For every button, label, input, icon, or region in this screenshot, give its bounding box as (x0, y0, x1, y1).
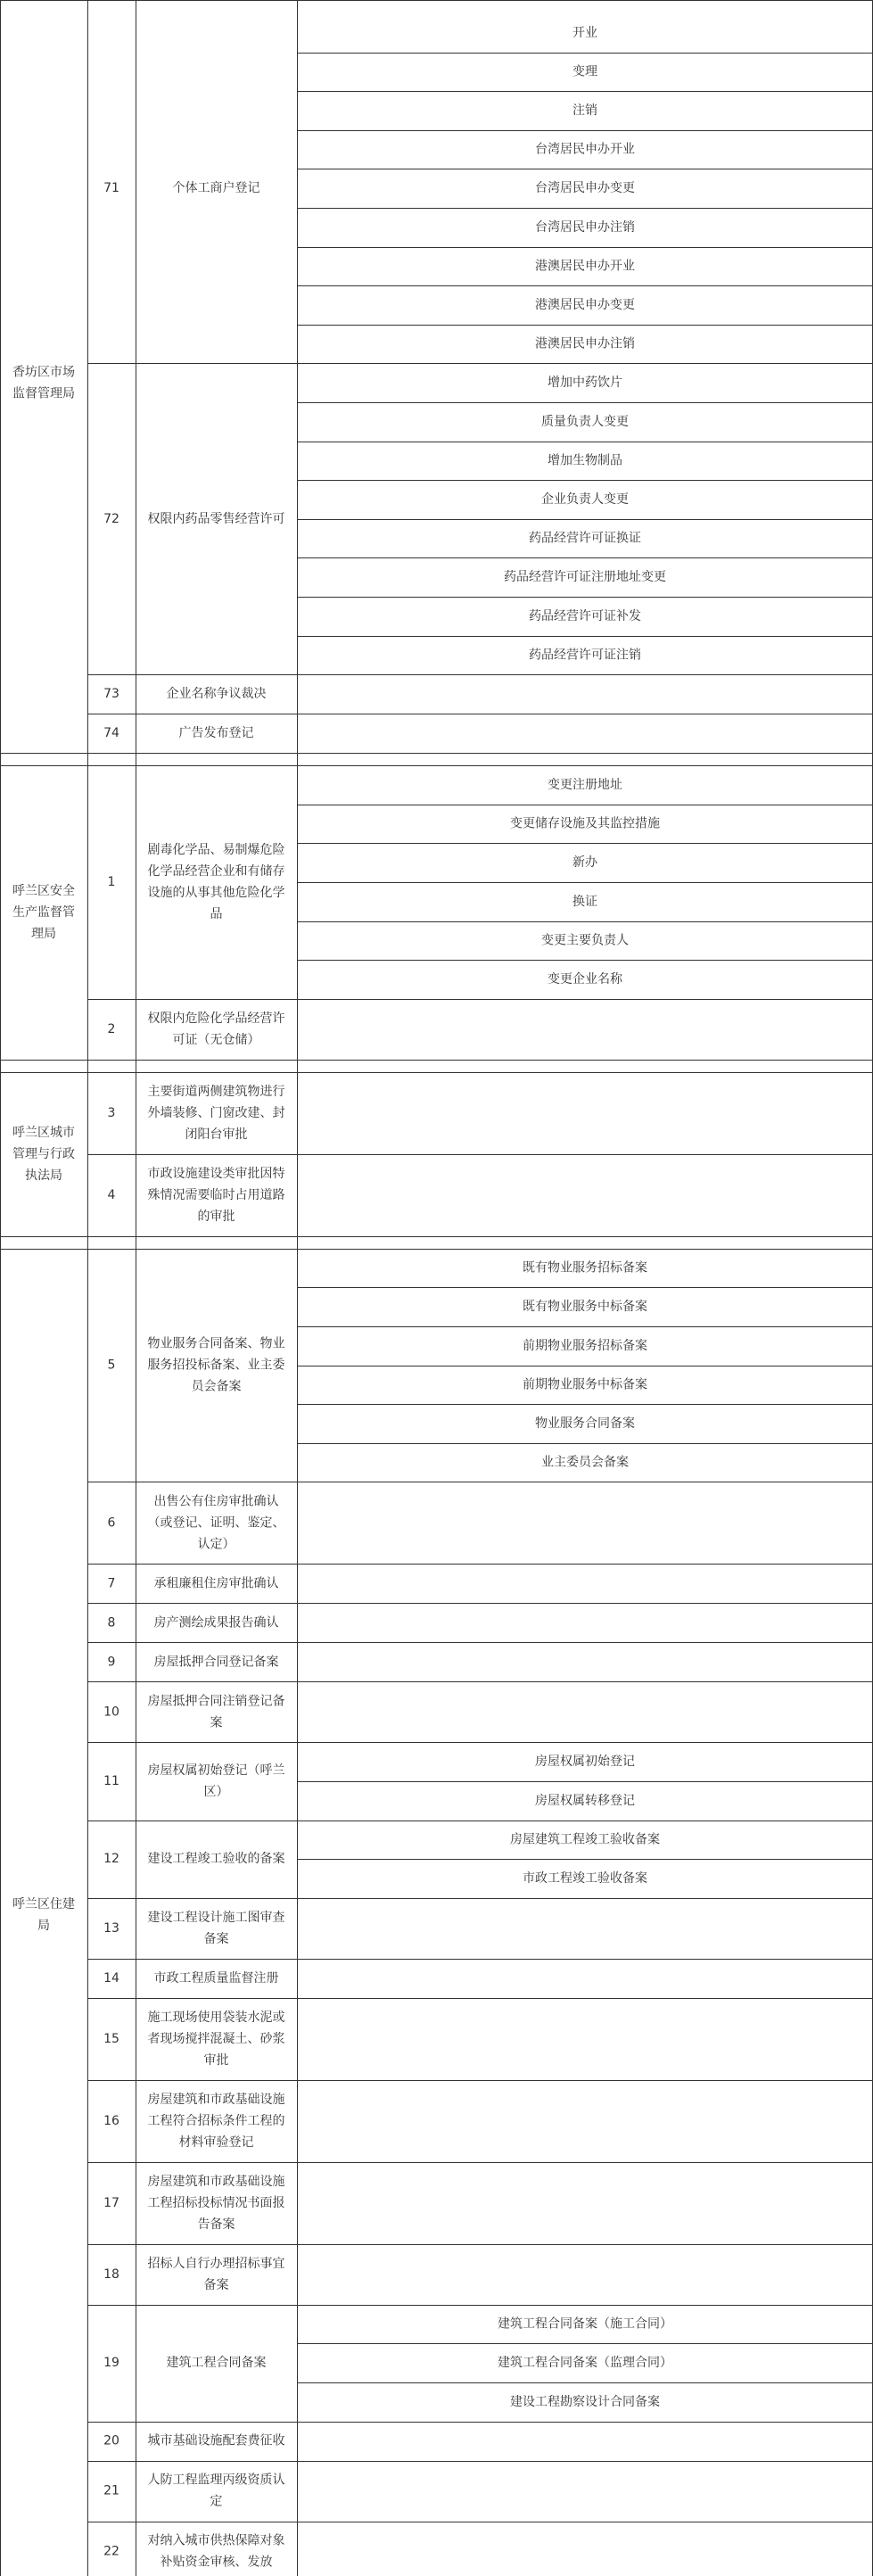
item-name: 审批 (203, 2052, 229, 2068)
item-number: 4 (107, 1187, 116, 1202)
item-name: 材料审验登记 (178, 2134, 254, 2150)
sub-item-label: 企业负责人变更 (541, 492, 629, 507)
item-name: 者现场搅拌混凝土、砂浆 (147, 2031, 285, 2046)
item-name: 房产测绘成果报告确认 (153, 1615, 279, 1631)
sub-item-label: 港澳居民申办注销 (535, 336, 635, 351)
item-name: 权限内危险化学品经营许 (147, 1011, 285, 1026)
item-name: 案 (210, 1715, 223, 1730)
item-number: 16 (103, 2113, 119, 2128)
item-number: 14 (103, 1970, 119, 1986)
item-number: 9 (107, 1655, 116, 1670)
item-name: 房屋建筑和市政基础设施 (147, 2092, 285, 2107)
item-name: 补贴资金审核、发放 (160, 2555, 273, 2570)
item-name: 主要街道两侧建筑物进行 (147, 1084, 285, 1099)
item-name: 建设工程竣工验收的备案 (147, 1852, 285, 1867)
item-number: 72 (103, 511, 119, 526)
sub-item-label: 台湾居民申办注销 (535, 219, 635, 235)
item-number: 8 (107, 1615, 116, 1631)
item-number: 73 (103, 687, 119, 702)
item-name: 市政工程质量监督注册 (153, 1970, 279, 1986)
item-name: 设施的从事其他危险化学 (147, 886, 285, 900)
item-name: 企业名称争议裁决 (166, 687, 267, 702)
item-number: 22 (103, 2544, 119, 2559)
item-name: 工程招标投标情况书面报 (147, 2195, 285, 2210)
item-number: 5 (107, 1358, 116, 1373)
department-name: 理局 (31, 927, 56, 941)
sub-item-label: 变更注册地址 (548, 778, 622, 792)
item-number: 12 (103, 1852, 119, 1867)
item-name: 剧毒化学品、易制爆危险 (147, 843, 285, 857)
sub-item-label: 港澳居民申办变更 (535, 298, 635, 312)
sub-item-label: 变理 (572, 64, 597, 79)
department-name: 呼兰区安全 (12, 884, 75, 898)
sub-item-label: 既有物业服务中标备案 (523, 1300, 647, 1315)
sub-item-label: 既有物业服务招标备案 (523, 1260, 647, 1276)
item-name: 的审批 (197, 1209, 235, 1224)
department-name: 监督管理局 (12, 386, 75, 401)
item-number: 21 (103, 2483, 119, 2498)
sub-item-label: 业主委员会备案 (541, 1455, 629, 1470)
item-name: 工程符合招标条件工程的 (147, 2113, 285, 2128)
item-name: 可证（无仓储） (172, 1032, 260, 1047)
department-name: 生产监督管 (12, 905, 75, 920)
item-name: 定 (210, 2494, 223, 2509)
item-name: 认定） (197, 1537, 235, 1552)
item-name: 出售公有住房审批确认 (153, 1494, 279, 1509)
item-name: 城市基础设施配套费征收 (147, 2433, 285, 2448)
item-number: 6 (107, 1515, 116, 1531)
item-number: 17 (103, 2195, 119, 2210)
item-number: 13 (103, 1920, 119, 1936)
sub-item-label: 台湾居民申办开业 (535, 142, 635, 157)
item-name: 物业服务合同备案、物业 (147, 1336, 285, 1351)
sub-item-label: 市政工程竣工验收备案 (523, 1871, 647, 1886)
item-name: 备案 (203, 2277, 229, 2292)
item-name: 房屋建筑和市政基础设施 (147, 2174, 285, 2189)
item-name: 对纳入城市供热保障对象 (147, 2533, 285, 2548)
table-text (12, 26, 672, 2570)
item-name: 殊情况需要临时占用道路 (147, 1187, 285, 1202)
item-number: 1 (107, 875, 116, 889)
item-name: 市政设施建设类审批因特 (147, 1166, 285, 1181)
item-name: 化学品经营企业和有储存 (147, 864, 285, 879)
item-number: 18 (103, 2266, 119, 2282)
sub-item-label: 变更企业名称 (548, 972, 622, 987)
item-name: 施工现场使用袋装水泥或 (147, 2010, 285, 2025)
sub-item-label: 药品经营许可证补发 (529, 608, 641, 623)
item-name: 房屋抵押合同注销登记备 (147, 1694, 285, 1709)
item-number: 15 (103, 2031, 119, 2046)
item-number: 74 (103, 726, 119, 741)
item-name: 权限内药品零售经营许可 (147, 511, 285, 526)
sub-item-label: 质量负责人变更 (541, 414, 629, 429)
item-name: 承租廉租住房审批确认 (153, 1576, 279, 1591)
sub-item-label: 注销 (572, 103, 597, 118)
item-number: 20 (103, 2433, 119, 2448)
sub-item-label: 药品经营许可证注册地址变更 (504, 570, 666, 585)
sub-item-label: 房屋建筑工程竣工验收备案 (510, 1832, 660, 1847)
item-name: 广告发布登记 (178, 726, 254, 741)
sub-item-label: 港澳居民申办开业 (535, 259, 635, 274)
sub-item-label: 房屋权属转移登记 (535, 1793, 635, 1808)
item-name: 告备案 (197, 2217, 235, 2232)
item-number: 3 (107, 1105, 116, 1120)
item-name: 建设工程设计施工图审查 (147, 1910, 285, 1925)
item-name: 备案 (203, 1931, 229, 1946)
item-name: 品 (210, 907, 223, 921)
department-name: 执法局 (25, 1168, 62, 1183)
item-number: 71 (103, 181, 119, 196)
item-name: （或登记、证明、鉴定、 (147, 1515, 285, 1531)
item-name: 外墙装修、门窗改建、封 (147, 1105, 285, 1120)
department-name: 管理与行政 (12, 1146, 75, 1161)
item-name: 房屋抵押合同登记备案 (153, 1655, 279, 1670)
item-name: 员会备案 (191, 1379, 242, 1394)
sub-item-label: 变更储存设施及其监控措施 (510, 816, 660, 831)
sub-item-label: 建筑工程合同备案（监理合同） (498, 2356, 672, 2371)
sub-item-label: 前期物业服务中标备案 (523, 1377, 647, 1392)
sub-item-label: 增加中药饮片 (548, 376, 622, 391)
item-name: 建筑工程合同备案 (166, 2356, 267, 2371)
sub-item-label: 开业 (572, 25, 597, 40)
sub-item-label: 建设工程勘察设计合同备案 (510, 2394, 660, 2409)
item-name: 人防工程监理丙级资质认 (147, 2473, 285, 2488)
sub-item-label: 换证 (572, 894, 597, 909)
sub-item-label: 增加生物制品 (548, 453, 622, 468)
sub-item-label: 前期物业服务招标备案 (523, 1338, 647, 1353)
item-name: 区） (203, 1785, 229, 1799)
sub-item-label: 台湾居民申办变更 (535, 181, 635, 196)
item-number: 11 (103, 1774, 119, 1788)
item-number: 19 (103, 2356, 119, 2371)
sub-item-label: 变更主要负责人 (541, 933, 629, 948)
department-name: 香坊区市场 (12, 365, 75, 380)
item-number: 2 (107, 1021, 116, 1036)
sub-item-label: 药品经营许可证注销 (529, 648, 641, 663)
item-name: 招标人自行办理招标事宜 (147, 2256, 285, 2271)
department-name: 局 (37, 1919, 50, 1934)
item-name: 房屋权属初始登记（呼兰 (147, 1763, 285, 1778)
sub-item-label: 房屋权属初始登记 (535, 1754, 635, 1770)
sub-item-label: 物业服务合同备案 (535, 1416, 635, 1431)
item-number: 7 (107, 1576, 116, 1591)
department-name: 呼兰区城市 (12, 1125, 75, 1140)
item-number: 10 (103, 1705, 119, 1720)
item-name: 个体工商户登记 (172, 181, 260, 196)
department-name: 呼兰区住建 (12, 1897, 75, 1912)
item-name: 服务招投标备案、业主委 (147, 1358, 285, 1373)
sub-item-label: 建筑工程合同备案（施工合同） (498, 2316, 672, 2332)
item-name: 闭阳台审批 (185, 1127, 248, 1142)
sub-item-label: 新办 (572, 855, 597, 871)
sub-item-label: 药品经营许可证换证 (529, 531, 641, 546)
